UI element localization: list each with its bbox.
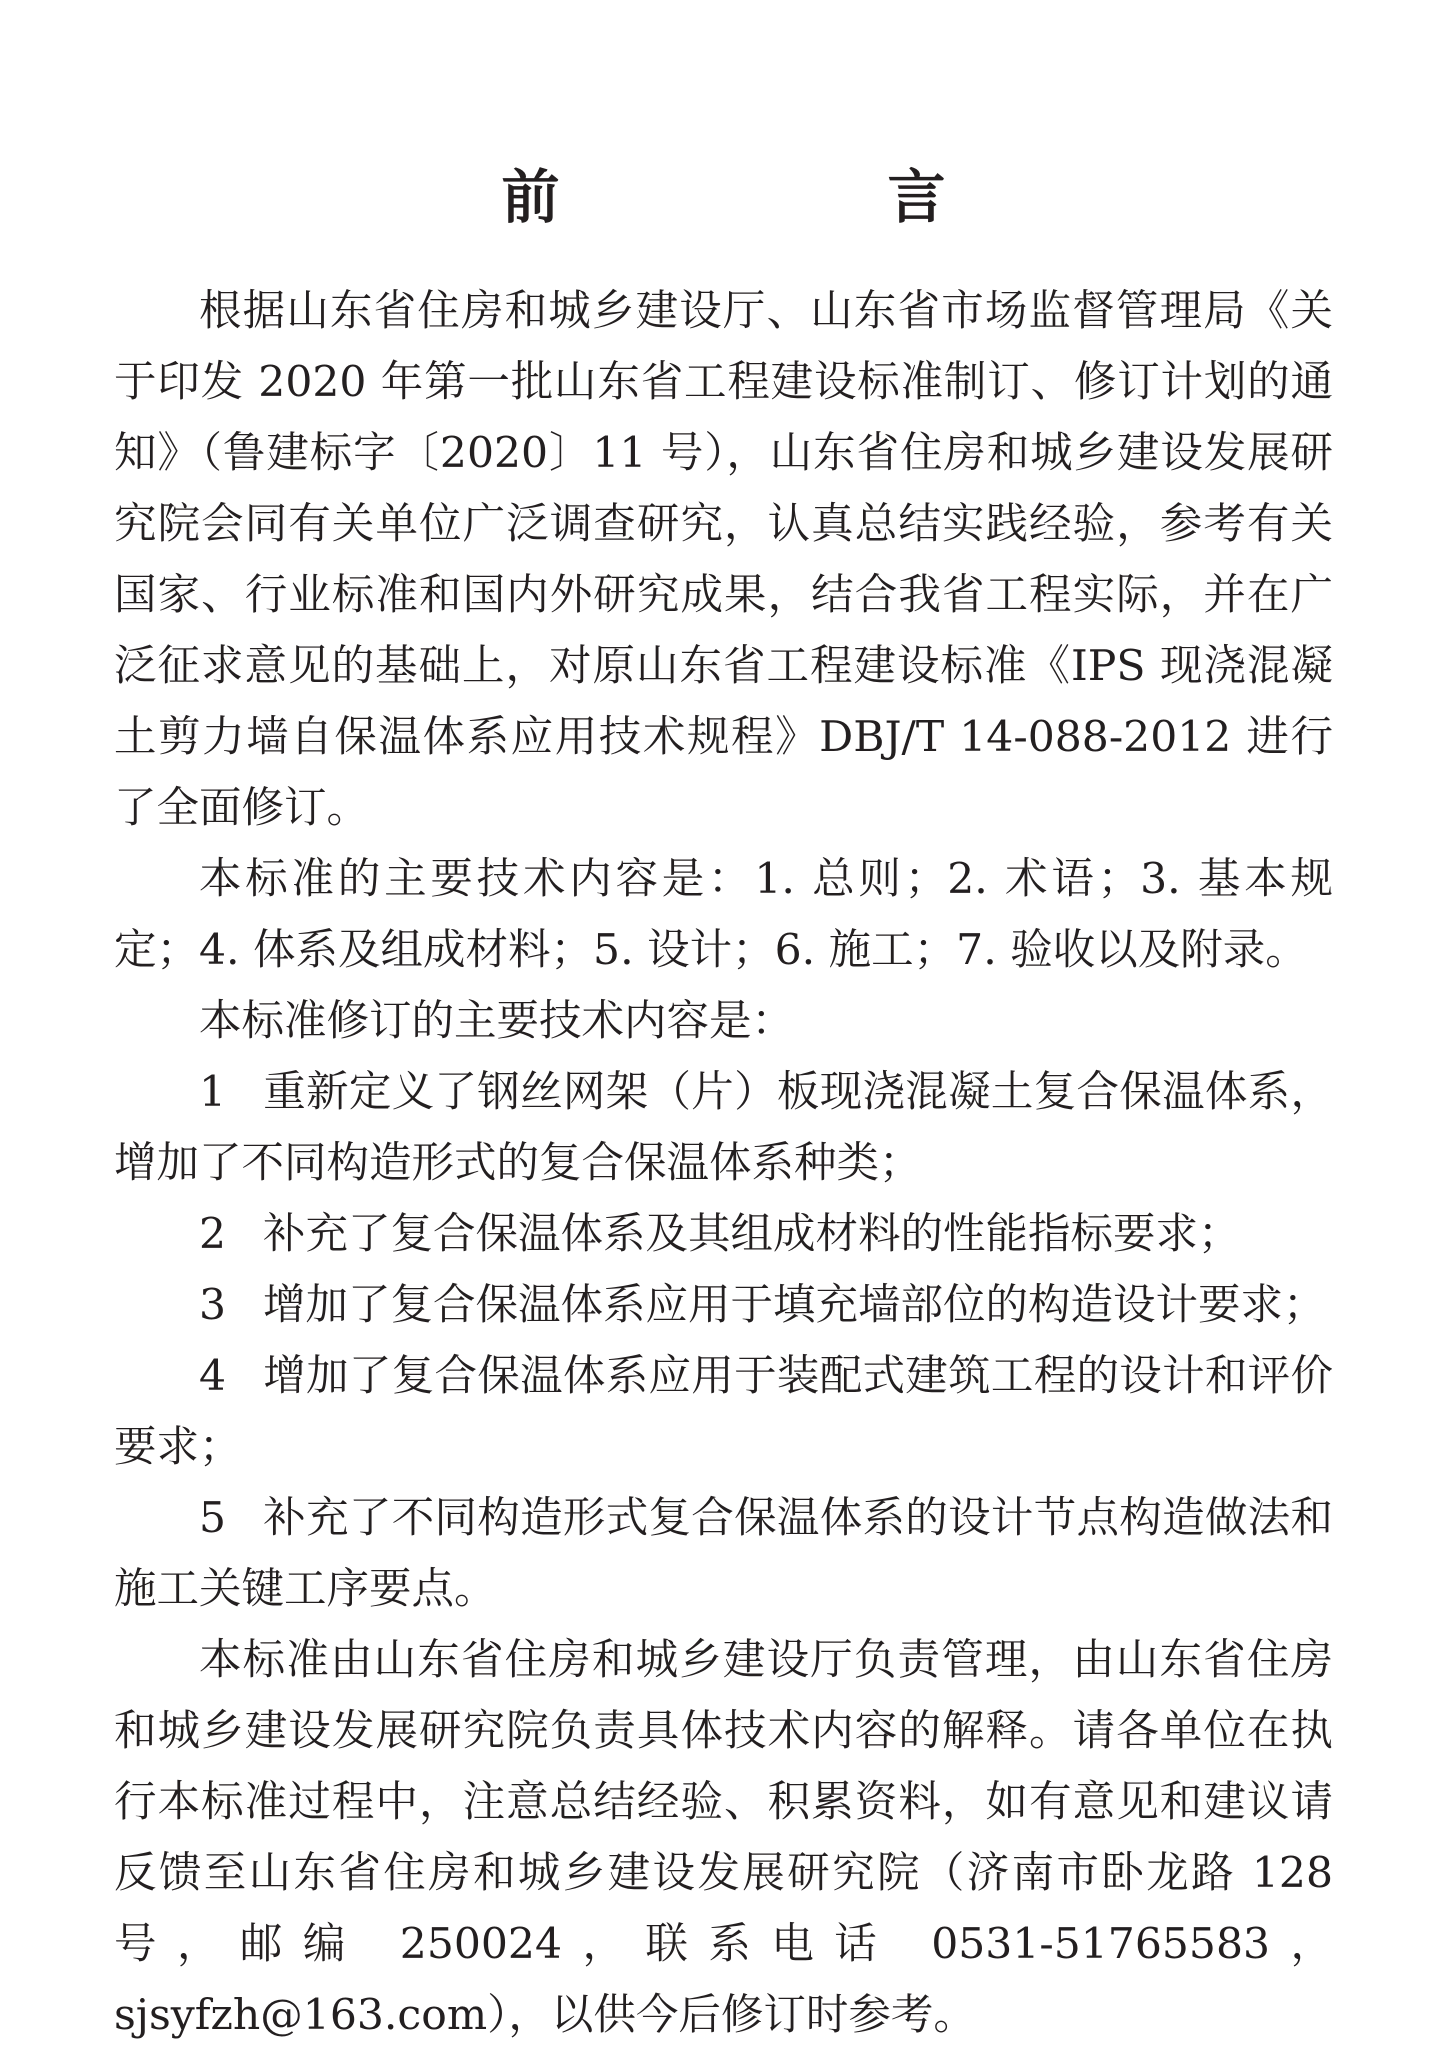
closing-paragraph: 本标准由山东省住房和城乡建设厅负责管理，由山东省住房和城乡建设发展研究院负责具体技术内容的解释。请各单位在执行本标准过程中，注意总结经验、积累资料，如有意见和建议请反馈至山东省住房和城乡建设发展研究院（济南市卧龙路 128 号，邮编 250024，联系电话 0531-51765583，sjsyfzh@163.com），以供今后修订时参考。 xyxy=(114,1636,1333,2040)
revision-item xyxy=(114,1483,1333,1625)
intro-paragraph: 根据山东省住房和城乡建设厅、山东省市场监督管理局《关于印发 2020 年第一批山东省工程建设标准制订、修订计划的通知》（鲁建标字〔2020〕11 号），山东省住房和城乡建设发展研究院会同有关单位广泛调查研究，认真总结实践经验，参考有关国家、行业标准和国内外研究成果，结合我省工程实际，并在广泛征求意见的基础上，对原山东省工程建设标准《IPS 现浇混凝土剪力墙自保温体系应用技术规程》DBJ/T 14-088-2012 进行了全面修订。 xyxy=(114,287,1333,833)
revision-item xyxy=(114,1270,1333,1341)
revision-item xyxy=(114,1341,1333,1483)
main-content-paragraph: 本标准的主要技术内容是：1. 总则；2. 术语；3. 基本规定；4. 体系及组成材料；5. 设计；6. 施工；7. 验收以及附录。 xyxy=(114,855,1333,975)
revision-item-text: 增加了复合保温体系应用于装配式建筑工程的设计和评价要求； xyxy=(114,1352,1333,1472)
preface-body xyxy=(114,276,1333,2051)
revision-item-text: 补充了复合保温体系及其组成材料的性能指标要求； xyxy=(263,1210,1241,1259)
revision-heading-paragraph: 本标准修订的主要技术内容是： xyxy=(199,997,795,1046)
revision-item-number: 4 xyxy=(199,1352,227,1401)
revision-item-text: 增加了复合保温体系应用于填充墙部位的构造设计要求； xyxy=(263,1281,1326,1330)
revision-item-text: 重新定义了钢丝网架（片）板现浇混凝土复合保温体系，增加了不同构造形式的复合保温体系种类； xyxy=(114,1068,1333,1188)
revision-item-number: 2 xyxy=(199,1210,227,1259)
revision-item-text: 补充了不同构造形式复合保温体系的设计节点构造做法和施工关键工序要点。 xyxy=(114,1494,1333,1614)
revision-item-number: 3 xyxy=(199,1281,227,1330)
page-title: 前 言 xyxy=(501,162,1081,231)
revision-item xyxy=(114,1057,1333,1199)
revision-item-number: 5 xyxy=(199,1494,227,1543)
revision-item-number: 1 xyxy=(199,1068,227,1117)
revision-item xyxy=(114,1199,1333,1270)
